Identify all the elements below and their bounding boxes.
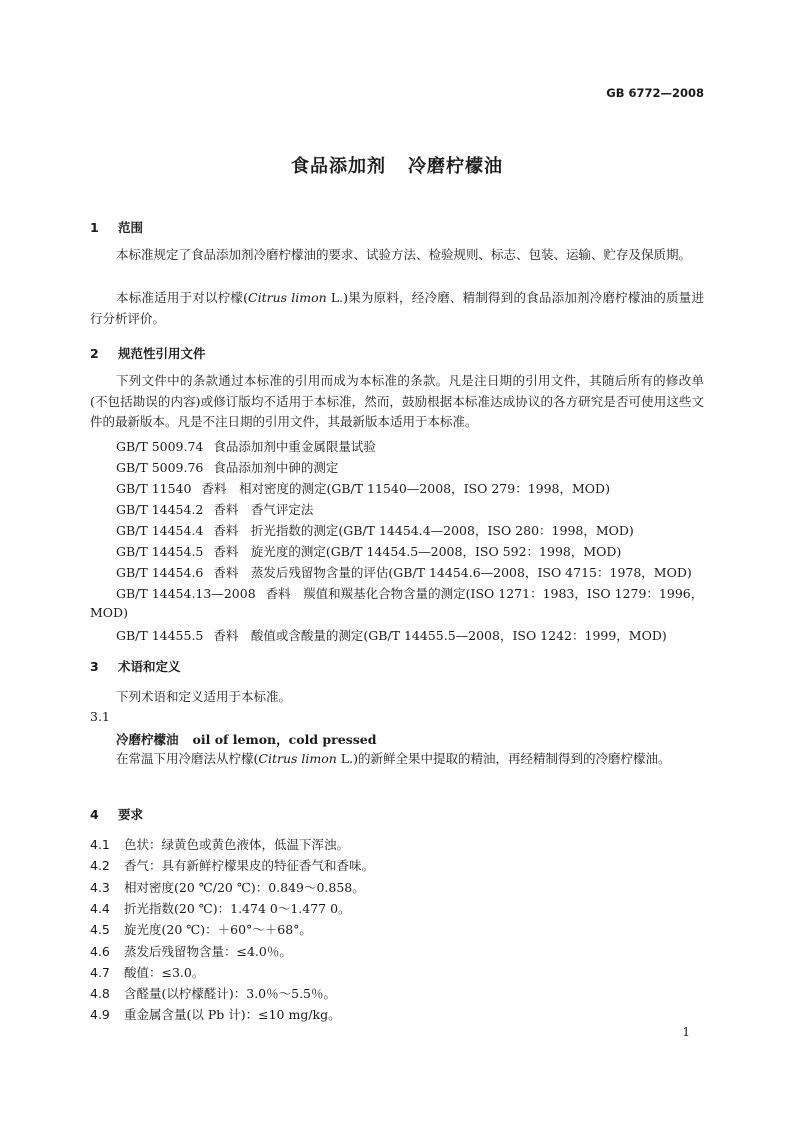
reference-code: GB/T 14454.2	[116, 502, 204, 517]
requirement-clause	[90, 963, 204, 981]
section-number: 3	[90, 659, 99, 674]
clause-text: 含醛量(以柠檬醛计)：3.0％～5.5％。	[124, 986, 337, 1001]
section-title: 要求	[118, 807, 144, 822]
reference-item	[116, 563, 692, 581]
reference-item	[116, 584, 703, 602]
requirement-clause	[90, 835, 349, 853]
term-english: oil of lemon，cold pressed	[192, 732, 377, 747]
reference-title: 香料 羰值和羰基化合物含量的测定(ISO 1271：1983，ISO 1279：1996，	[265, 586, 704, 601]
requirement-clause	[90, 878, 365, 896]
text-segment: 在常温下用冷磨法从柠檬(	[116, 751, 259, 766]
reference-code: GB/T 14454.4	[116, 523, 204, 538]
reference-code: GB/T 14454.13—2008	[116, 586, 256, 601]
requirement-clause	[90, 856, 374, 874]
requirement-clause	[90, 1005, 341, 1023]
reference-item	[90, 605, 128, 620]
reference-title: 香料 旋光度的测定(GB/T 14454.5—2008，ISO 592：1998，MOD)	[213, 544, 622, 559]
terms-intro: 下列术语和定义适用于本标准。	[116, 689, 292, 704]
clause-text: 重金属含量(以 Pb 计)：≤10 mg/kg。	[124, 1007, 341, 1022]
clause-text: 相对密度(20 ℃/20 ℃)：0.849～0.858。	[124, 880, 365, 895]
requirement-clause	[90, 920, 312, 938]
requirement-clause	[90, 899, 351, 917]
reference-code: GB/T 5009.74	[116, 439, 204, 454]
reference-item	[116, 479, 610, 497]
references-intro: 下列文件中的条款通过本标准的引用而成为本标准的条款。凡是注日期的引用文件，其随后所有的修改单(不包括勘误的内容)或修订版均不适用于本标准，然而，鼓励根据本标准达成协议的各方研究是否可使用这些文件的最新版本。凡是不注日期的引用文件，其最新版本适用于本标准。	[90, 373, 704, 429]
text-segment: L.)果为原料，经冷磨、精制得到的食品添加剂冷磨柠檬油的质量进行分析评价。	[90, 290, 704, 326]
clause-number: 4.1	[90, 837, 110, 852]
standard-number: GB 6772—2008	[606, 86, 704, 100]
reference-title: 香料 蒸发后残留物含量的评估(GB/T 14454.6—2008，ISO 4715：1978，MOD)	[213, 565, 692, 580]
latin-species-name: Citrus limon	[248, 290, 327, 305]
section-title: 术语和定义	[118, 659, 181, 674]
clause-text: 旋光度(20 ℃)：＋60°～＋68°。	[124, 922, 312, 937]
reference-code: GB/T 11540	[116, 481, 192, 496]
reference-title: 香料 折光指数的测定(GB/T 14454.4—2008，ISO 280：1998，MOD)	[213, 523, 634, 538]
reference-title: 香料 香气评定法	[213, 502, 314, 517]
page-title	[0, 152, 794, 178]
reference-title: 香料 相对密度的测定(GB/T 11540—2008，ISO 279：1998，MOD)	[201, 481, 610, 496]
text-segment: 本标准适用于对以柠檬(	[116, 290, 249, 305]
page-number: 1	[682, 1025, 690, 1039]
section-title: 规范性引用文件	[118, 346, 206, 361]
requirement-clause	[90, 942, 292, 960]
reference-title: 食品添加剂中砷的测定	[213, 460, 339, 475]
clause-number: 4.6	[90, 944, 110, 959]
clause-number: 4.4	[90, 901, 110, 916]
reference-item	[116, 437, 376, 455]
section-4-heading	[90, 805, 143, 823]
reference-item	[116, 542, 621, 560]
subclause-number: 3.1	[90, 709, 110, 724]
section-3-heading	[90, 657, 181, 675]
reference-code: GB/T 5009.76	[116, 460, 204, 475]
clause-number: 4.8	[90, 986, 110, 1001]
clause-number: 4.2	[90, 858, 110, 873]
clause-text: 色状：绿黄色或黄色液体，低温下浑浊。	[124, 837, 350, 852]
reference-code: GB/T 14454.5	[116, 544, 204, 559]
reference-title: 香料 酸值或含酸量的测定(GB/T 14455.5—2008，ISO 1242：1999，MOD)	[213, 628, 667, 643]
clause-text: 香气：具有新鲜柠檬果皮的特征香气和香味。	[124, 858, 375, 873]
section-number: 4	[90, 807, 99, 822]
reference-item	[116, 521, 634, 539]
section-1-heading	[90, 218, 143, 236]
section-title: 范围	[118, 220, 144, 235]
term-definition	[90, 749, 704, 770]
term-entry	[116, 730, 376, 748]
clause-number: 4.9	[90, 1007, 110, 1022]
reference-item	[116, 626, 667, 644]
reference-code: GB/T 14454.6	[116, 565, 204, 580]
reference-code: GB/T 14455.5	[116, 628, 204, 643]
section-number: 2	[90, 346, 99, 361]
reference-item	[116, 458, 338, 476]
scope-paragraph-1: 本标准规定了食品添加剂冷磨柠檬油的要求、试验方法、检验规则、标志、包装、运输、贮存及保质期。	[116, 247, 692, 262]
clause-text: 酸值：≤3.0。	[124, 965, 205, 980]
requirement-clause	[90, 984, 336, 1002]
section-number: 1	[90, 220, 99, 235]
clause-text: 折光指数(20 ℃)：1.474 0～1.477 0。	[124, 901, 351, 916]
scope-paragraph-2	[90, 288, 704, 329]
title-part-1: 食品添加剂	[291, 156, 386, 177]
term-chinese: 冷磨柠檬油	[116, 732, 179, 747]
latin-species-name: Citrus limon	[258, 751, 337, 766]
clause-number: 4.5	[90, 922, 110, 937]
title-part-2: 冷磨柠檬油	[408, 156, 503, 177]
reference-item	[116, 500, 313, 518]
clause-number: 4.7	[90, 965, 110, 980]
reference-title: MOD)	[90, 605, 128, 620]
clause-number: 4.3	[90, 880, 110, 895]
reference-title: 食品添加剂中重金属限量试验	[213, 439, 376, 454]
section-2-heading	[90, 344, 206, 362]
text-segment: L.)的新鲜全果中提取的精油，再经精制得到的冷磨柠檬油。	[336, 751, 671, 766]
clause-text: 蒸发后残留物含量：≤4.0％。	[124, 944, 292, 959]
